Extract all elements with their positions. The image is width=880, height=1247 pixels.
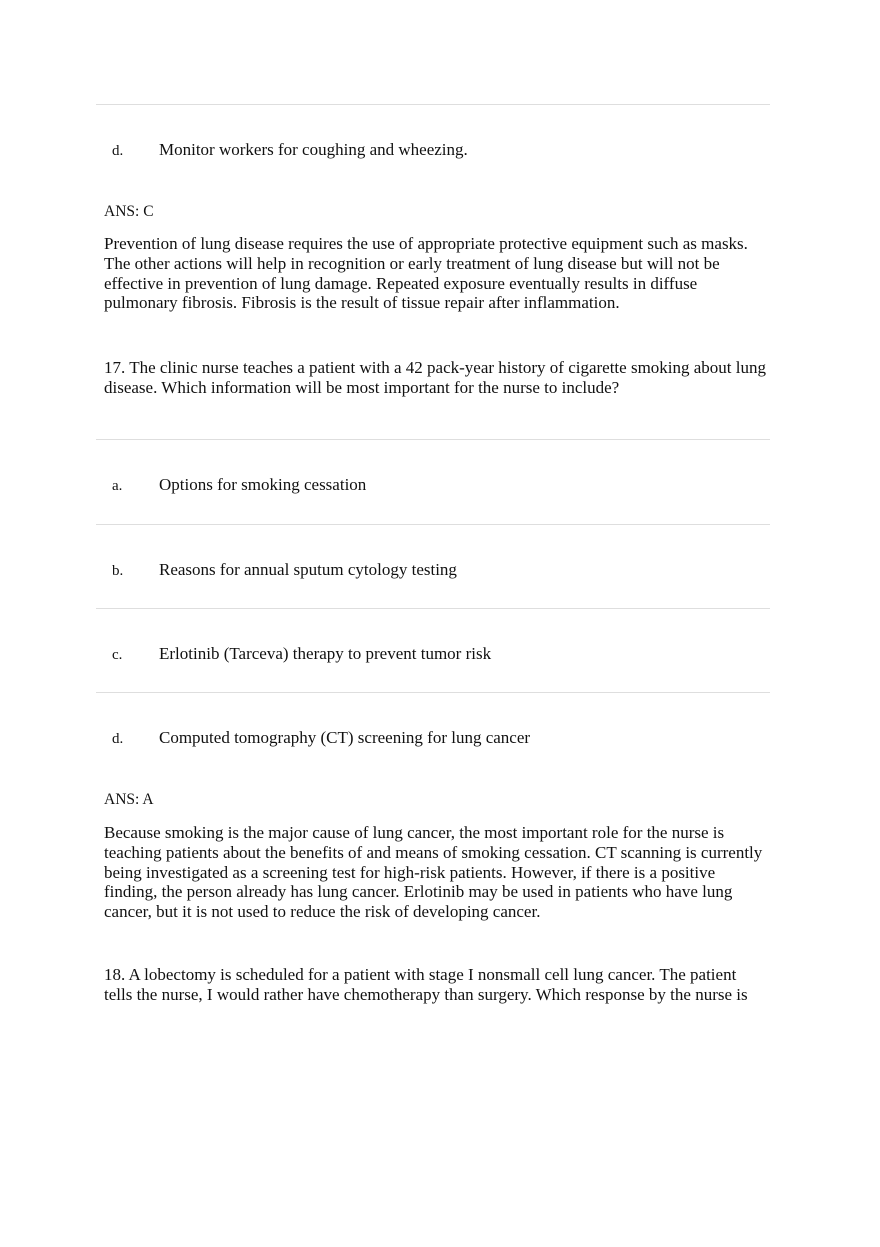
option-letter: c. — [112, 647, 123, 663]
rationale-line: Prevention of lung disease requires the use of appropriate protective equipment such as masks. — [104, 234, 748, 253]
rationale-line: pulmonary fibrosis. Fibrosis is the result of tissue repair after inflammation. — [104, 293, 620, 313]
rationale-line: teaching patients about the benefits of and means of smoking cessation. CT scanning is currently — [104, 842, 763, 862]
divider — [96, 692, 770, 693]
option-letter: d. — [112, 731, 124, 747]
rationale-line: cancer, but it is not used to reduce the risk of developing cancer. — [104, 902, 541, 922]
option-text: Erlotinib (Tarceva) therapy to prevent tumor risk — [159, 644, 492, 663]
q17-option-b — [0, 559, 880, 583]
question-line: disease. Which information will be most important for the nurse to include? — [104, 377, 620, 397]
q16-answer: ANS: C — [104, 203, 154, 220]
option-text: Options for smoking cessation — [159, 475, 367, 494]
q16-option-d — [0, 139, 880, 163]
q17-option-a — [0, 474, 880, 498]
q17-option-d — [0, 727, 880, 751]
option-text: Reasons for annual sputum cytology testing — [159, 560, 457, 579]
option-letter: b. — [112, 563, 124, 579]
option-letter: a. — [112, 478, 123, 494]
question-line: tells the nurse, I would rather have chemotherapy than surgery. Which response by the nurse is — [104, 984, 748, 1004]
q17-answer: ANS: A — [104, 791, 154, 808]
divider — [96, 524, 770, 525]
rationale-line: being investigated as a screening test for high-risk patients. However, if there is a positive — [104, 862, 716, 882]
divider — [96, 104, 770, 105]
q17-question — [104, 358, 776, 398]
rationale-line: The other actions will help in recognition or early treatment of lung disease but will not be — [104, 253, 720, 273]
q17-rationale — [104, 823, 776, 922]
rationale-line: Because smoking is the major cause of lung cancer, the most important role for the nurse is — [104, 823, 725, 842]
q17-option-c — [0, 643, 880, 667]
option-letter: d. — [112, 143, 124, 159]
q16-rationale — [104, 234, 776, 313]
option-text: Computed tomography (CT) screening for lung cancer — [159, 728, 531, 747]
question-line: 18. A lobectomy is scheduled for a patient with stage I nonsmall cell lung cancer. The patient — [104, 965, 737, 984]
divider — [96, 439, 770, 440]
q18-question — [104, 965, 776, 1005]
option-text: Monitor workers for coughing and wheezing. — [159, 140, 468, 159]
rationale-line: finding, the person already has lung cancer. Erlotinib may be used in patients who have lung — [104, 882, 733, 902]
rationale-line: effective in prevention of lung damage. Repeated exposure eventually results in diffuse — [104, 273, 698, 293]
question-line: 17. The clinic nurse teaches a patient with a 42 pack-year history of cigarette smoking about lung — [104, 358, 767, 377]
divider — [96, 608, 770, 609]
